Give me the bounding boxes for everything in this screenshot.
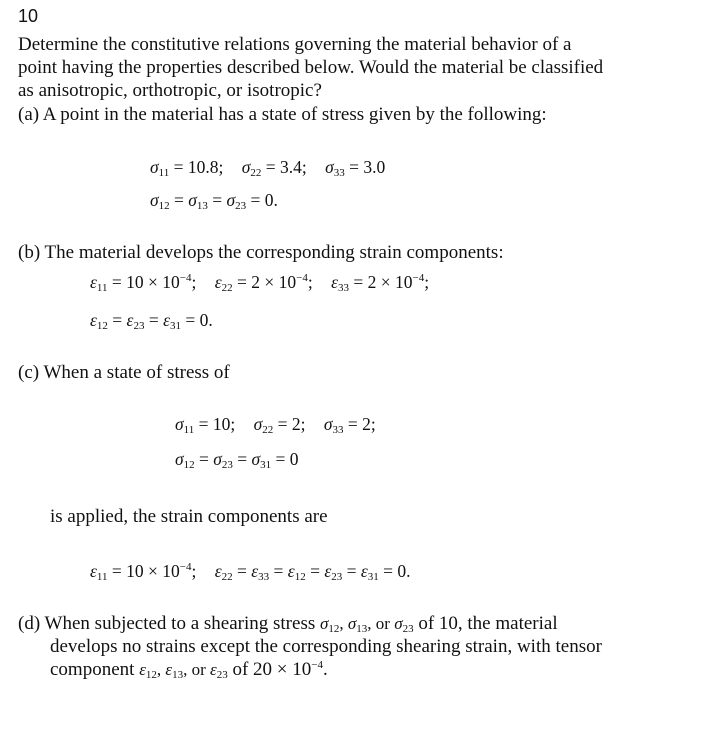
part-d-line-3b: of 20 × (232, 659, 288, 680)
shear-strain-value: 0. (199, 310, 213, 330)
epsilon22-exponent: −4 (296, 272, 308, 284)
part-d-line-2: develops no strains except the corresponding shearing strain, with tensor (50, 636, 602, 657)
part-d-exponent: −4 (311, 659, 323, 671)
epsilon33-value: 2 × 10 (367, 272, 413, 292)
c-sigma11-value: 10; (212, 414, 236, 434)
part-c-shear-equation: $\sigma_{12} = \sigma_{23} = \sigma_{31} = 0$ (175, 449, 299, 471)
part-b-text: (b) The material develops the corresponding strain components: (18, 242, 504, 263)
part-c-text: (c) When a state of stress of (18, 362, 230, 383)
part-d-line-3a: component (50, 659, 135, 680)
sigma33-value: 3.0 (363, 157, 386, 177)
part-a-shear-equation: $\sigma_{12} = \sigma_{13} = \sigma_{23} = 0$. (150, 190, 278, 212)
c-sigma22-value: 2; (291, 414, 306, 434)
intro-line-3: as anisotropic, orthotropic, or isotropic? (18, 80, 322, 101)
part-a-text: (a) A point in the material has a state of stress given by the following: (18, 104, 547, 125)
part-b-strain-equation: $\varepsilon_{11} = 10 \times 10^{-4}$; $\varepsilon_{22} = 2 \times 10^{-4}$; $\varepsilon_{33} = 2 \times 10^{-4}$; (90, 272, 430, 294)
sigma11-value: 10.8; (187, 157, 224, 177)
intro-line-1: Determine the constitutive relations governing the material behavior of a (18, 34, 572, 55)
c-epsilon11-exponent: −4 (179, 561, 192, 573)
part-b-shear-strain-equation: $\varepsilon_{12} = \varepsilon_{23} = \varepsilon_{31} = 0$. (90, 310, 213, 332)
intro-line-2: point having the properties described below. Would the material be classified (18, 57, 604, 78)
epsilon11-value: 10 × 10 (126, 272, 180, 292)
part-d-magnitude: 10 (292, 659, 312, 680)
part-c-text-2: is applied, the strain components are (50, 506, 328, 527)
part-a-stress-equation: $\sigma_{11} = 10.8$; $\sigma_{22} = 3.4$; $\sigma_{33} = 3.0$ (150, 157, 386, 179)
epsilon11-exponent: −4 (179, 272, 192, 284)
c-epsilon11-value: 10 × 10 (126, 561, 180, 581)
part-d-line-3: component $\varepsilon_{12}$, $\varepsilon_{13}$, or $\varepsilon_{23}$ of $20 \times 10^{-4}$. (50, 659, 328, 681)
c-sigma33-value: 2; (362, 414, 376, 434)
c-shear-stress-value: 0 (289, 449, 299, 469)
epsilon22-value: 2 × 10 (251, 272, 297, 292)
c-strain-zero-value: 0. (397, 561, 411, 581)
shear-stress-value: 0. (264, 190, 278, 210)
part-c-strain-equation: $\varepsilon_{11} = 10 \times 10^{-4}$; $\varepsilon_{22} = \varepsilon_{33} = \varepsilon_{12} = \varepsilon_{23} = \varepsilon_{31} = 0$. (90, 561, 411, 583)
part-d-line-1: (d) When subjected to a shearing stress $\sigma_{12}$, $\sigma_{13}$, or $\sigma_{23}$ of 10, the material (18, 613, 558, 635)
part-d-line-1b: of 10, the material (418, 613, 558, 634)
part-c-stress-equation: $\sigma_{11} = 10$; $\sigma_{22} = 2$; $\sigma_{33} = 2$; (175, 414, 376, 436)
sigma22-value: 3.4; (280, 157, 307, 177)
epsilon33-exponent: −4 (412, 272, 425, 284)
part-d-line-1a: (d) When subjected to a shearing stress (18, 613, 316, 634)
problem-number: 10 (18, 6, 39, 26)
